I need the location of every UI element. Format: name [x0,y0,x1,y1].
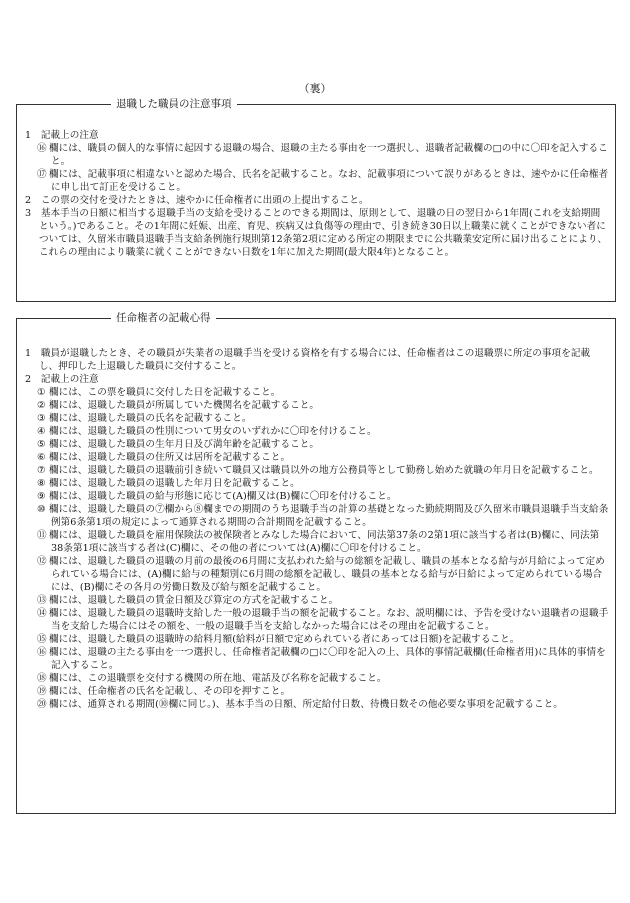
list-item: ⑬ 欄には、退職した職員の賃金日額及び算定の方式を記載すること。 [37,595,339,606]
list-item: 1 職員が退職したとき、その職員が失業者の退職手当を受ける資格を有する場合には、任命権者はこの退職票に所定の事項を記載し、押印した上退職した職員に交付すること。 [25,348,591,372]
list-item: ⑩ 欄には、退職した職員の⑦欄から⑧欄までの期間のうち退職手当の計算の基礎となった勤続期間及び久留米市職員退職手当支給条例第6条第1項の規定によって通算される期間の合計期間を記載すること。 [37,504,609,528]
list-item: ⑯ 欄には、退職の主たる事由を一つ選択し、任命権者記載欄の□に〇印を記入の上、具体的事情記載欄(任命権者用)に具体的事情を記入すること。 [37,647,606,671]
list-item: ③ 欄には、退職した職員の氏名を記載すること。 [37,413,252,424]
list-item: ⑧ 欄には、退職した職員の退職した年月日を記載すること。 [37,478,300,489]
list-item: 2 この票の交付を受けたときは、速やかに任命権者に出頭の上提出すること。 [25,195,369,206]
list-item: ⑨ 欄には、退職した職員の給与形態に応じて(A)欄又は(B)欄に〇印を付けること。 [37,491,397,502]
list-item: ⑦ 欄には、退職した職員の退職前引き続いて職員又は職員以外の地方公務員等として勤務し始めた就職の年月日を記載すること。 [37,465,599,476]
list-item: ⑫ 欄には、退職した職員の退職の月前の最後の6月間に支払われた給与の総額を記載し、職員の基本となる給与が月給によって定められている場合には、(A)欄に給与の種類別に6月間の総額を記載し、職員の基本となる給与が日給によって定められている場合には、(B)欄にその各月の労働日数及び給与額を記載すること。 [37,556,605,593]
section-content [25,129,609,259]
list-item: ⑪ 欄には、退職した職員を雇用保険法の被保険者とみなした場合において、同法第37条の2第1項に該当する者は(B)欄に、同法第38条第1項に該当する者は(C)欄に、その他の者については(A)欄に〇印を付けること。 [37,530,600,554]
list-item: ④ 欄には、退職した職員の性別について男女のいずれかに〇印を付けること。 [37,426,377,437]
list-item: ① 欄には、この票を職員に交付した日を記載すること。 [37,387,281,398]
list-item: ② 欄には、退職した職員が所属していた機関名を記載すること。 [37,400,320,411]
list-item: ⑯ 欄には、職員の個人的な事情に起因する退職の場合、退職の主たる事由を一つ選択し、退職者記載欄の□の中に〇印を記入すること。 [37,143,608,167]
list-item: 2 記載上の注意 [25,374,99,385]
appointer-instructions-section [16,312,616,814]
list-item: ⑳ 欄には、通算される期間(⑩欄に同じ。)、基本手当の日額、所定給付日数、待機日数その他必要な事項を記載すること。 [37,699,563,710]
list-item: 3 基本手当の日額に相当する退職手当の支給を受けることのできる期間は、原則として、退職の日の翌日から1年間(これを支給期間という。)であること。その1年間に妊娠、出産、育児、疾病又は負傷等の理由で、引き続き30日以上職業に就くことができない者については、久留米市職員退職手当支給条例施行規則第12条第2項に定める所定の期限までに公共職業安定所に届け出ることにより、これらの理由により職業に就くことができない日数を1年に加えた期間(最大限4年)となること。 [25,208,608,258]
list-item: ⑥ 欄には、退職した職員の住所又は居所を記載すること。 [37,452,291,463]
list-item: ⑮ 欄には、退職した職員の退職時の給料月額(給料が日額で定められている者にあっては日額)を記載すること。 [37,634,520,645]
section-title: 任命権者の記載心得 [111,311,216,326]
retiree-notes-section [16,98,616,302]
section-content [25,347,609,711]
list-item: 1 記載上の注意 [25,130,99,141]
page-title: （裏） [298,82,332,95]
list-item: ⑭ 欄には、退職した職員の退職時支給した一般の退職手当の額を記載すること。なお、説明欄には、予告を受けない退職者の退職手当を支給した場合にはその額を、一般の退職手当を支給しなかった場合にはその理由を記載すること。 [37,608,609,632]
list-item: ⑤ 欄には、退職した職員の生年月日及び満年齢を記載すること。 [37,439,320,450]
list-item: ⑰ 欄には、記載事項に相違ないと認めた場合、氏名を記載すること。なお、記載事項について誤りがあるときは、速やかに任命権者に申し出て訂正を受けること。 [37,169,609,193]
list-item: ⑲ 欄には、任命権者の氏名を記載し、その印を押すこと。 [37,686,291,697]
section-title: 退職した職員の注意事項 [111,97,237,112]
list-item: ⑱ 欄には、この退職票を交付する機関の所在地、電話及び名称を記載すること。 [37,673,387,684]
